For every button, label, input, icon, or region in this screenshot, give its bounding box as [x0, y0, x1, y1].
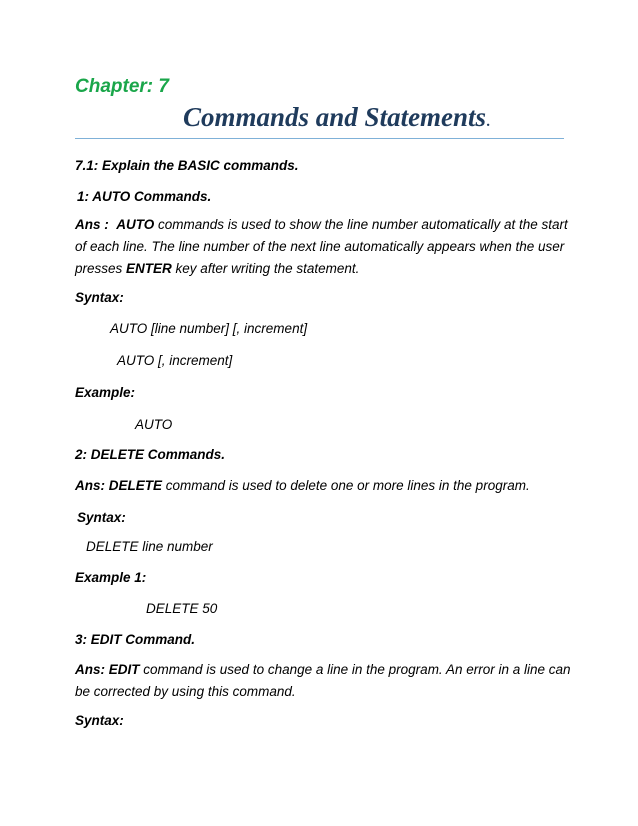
example-code-delete: DELETE 50 [146, 601, 218, 616]
syntax-label-auto: Syntax: [75, 290, 124, 305]
answer-text: command is used to delete one or more lines in the program. [162, 478, 530, 493]
chapter-label: Chapter: 7 [75, 76, 169, 97]
answer-prefix: Ans: EDIT [75, 662, 140, 677]
syntax-label-edit: Syntax: [75, 713, 124, 728]
syntax-label-delete: Syntax: [77, 510, 126, 525]
answer-prefix: Ans : [75, 217, 109, 232]
question-heading: 7.1: Explain the BASIC commands. [75, 158, 299, 173]
section-heading-auto: 1: AUTO Commands. [77, 189, 212, 204]
chapter-title-text: Commands and Statements [183, 102, 487, 132]
syntax-line-auto-2: AUTO [, increment] [117, 353, 233, 368]
answer-text: commands is used to show the line number automatically at the start of each line. The line number of the next line automatically appears when the user presses [75, 217, 568, 276]
answer-prefix: Ans: DELETE [75, 478, 163, 493]
syntax-line-delete: DELETE line number [86, 539, 213, 554]
section-heading-delete: 2: DELETE Commands. [75, 447, 226, 462]
answer-text: command is used to change a line in the program. An error in a line can be corrected by using this command. [75, 662, 571, 699]
answer-auto [75, 214, 575, 280]
example-label-auto: Example: [75, 385, 136, 400]
answer-key-enter: ENTER [126, 261, 172, 276]
answer-keyword: AUTO [116, 217, 155, 232]
answer-delete [75, 478, 530, 493]
chapter-title [183, 102, 491, 133]
answer-text: key after writing the statement. [171, 261, 360, 276]
answer-edit [75, 659, 575, 703]
title-underline [75, 138, 564, 139]
example-code-auto: AUTO [135, 417, 173, 432]
chapter-title-period: . [486, 109, 492, 131]
example-label-delete: Example 1: [75, 570, 147, 585]
section-heading-edit: 3: EDIT Command. [75, 632, 196, 647]
syntax-line-auto-1: AUTO [line number] [, increment] [110, 321, 308, 336]
